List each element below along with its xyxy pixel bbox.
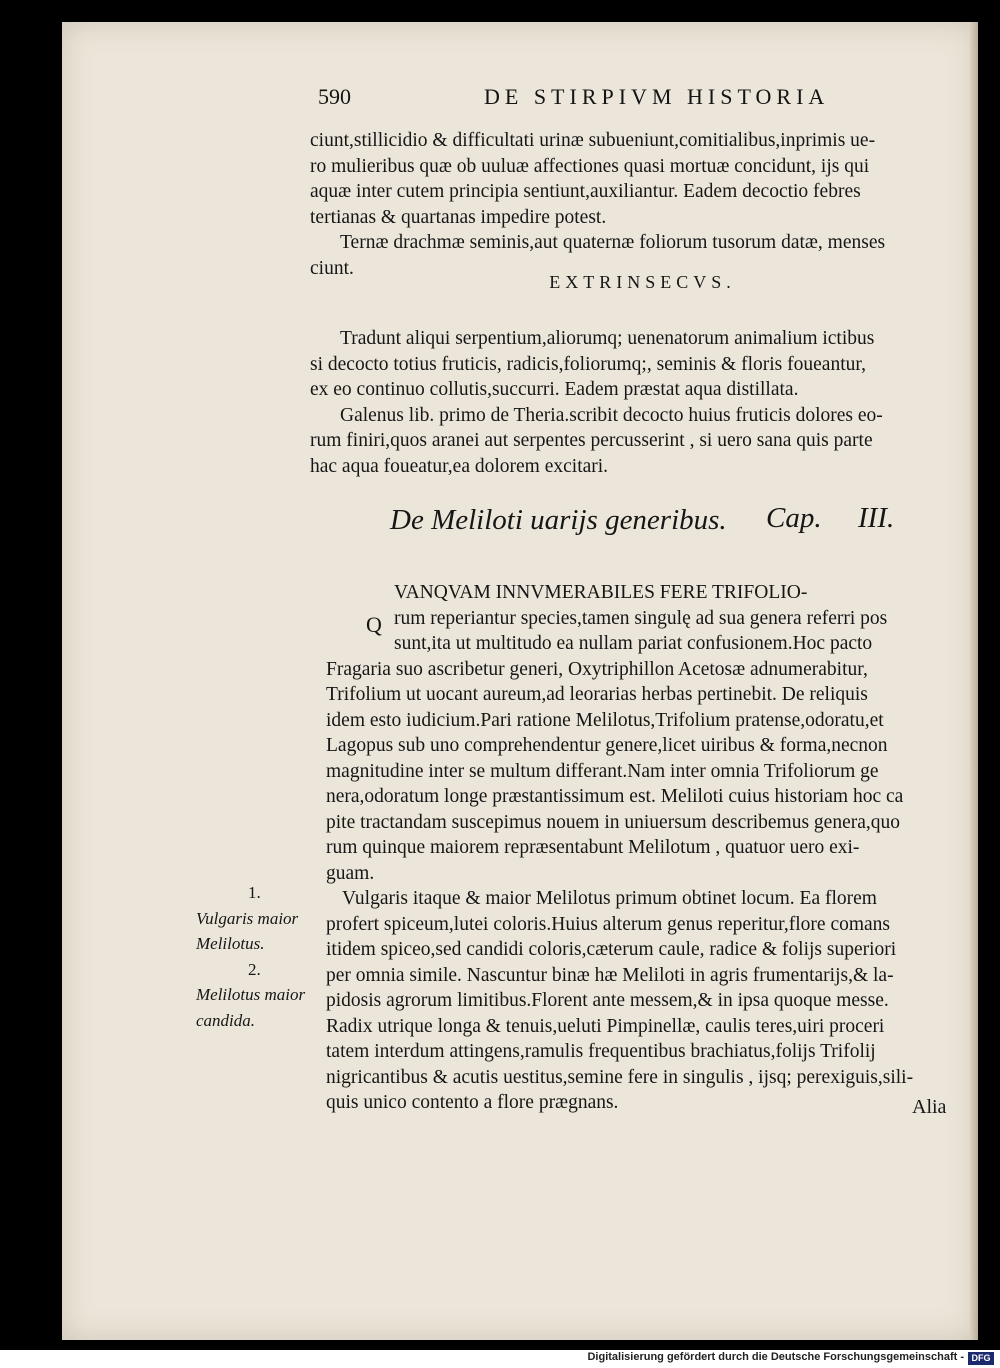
- text-line: pidosis agrorum limitibus.Florent ante messem,& in ipsa quoque messe.: [326, 990, 889, 1011]
- paragraph-3: [326, 580, 976, 1116]
- text-line: rum finiri,quos aranei aut serpentes percusserint , si uero sana quis parte: [310, 430, 873, 451]
- catchword: Alia: [912, 1096, 947, 1118]
- text-line: nera,odoratum longe præstantissimum est. Meliloti cuius historiam hoc ca: [326, 786, 904, 807]
- text-line: itidem spiceo,sed candidi coloris,cæterum caule, radice & folijs superiori: [326, 939, 897, 960]
- text-line: Tradunt aliqui serpentium,aliorumq; uenenatorum animalium ictibus: [340, 328, 875, 349]
- text-line: aquæ inter cutem principia sentiunt,auxiliantur. Eadem decoctio febres: [310, 181, 861, 202]
- text-line: per omnia simile. Nascuntur binæ hæ Meliloti in agris frumentarijs,& la-: [326, 964, 894, 986]
- text-line: Vulgaris itaque & maior Melilotus primum obtinet locum. Ea florem: [342, 888, 877, 909]
- text-line: Ternæ drachmæ seminis,aut quaternæ foliorum tusorum datæ, menses: [340, 232, 886, 253]
- text-line: Trifolium ut uocant aureum,ad leorarias herbas pertinebit. De reliquis: [326, 684, 868, 705]
- running-title: DE STIRPIVM HISTORIA: [484, 84, 830, 109]
- text-line: magnitudine inter se multum differant.Nam inter omnia Trifoliorum ge: [326, 760, 879, 782]
- text-line: ro mulieribus quæ ob uuluæ affectiones quasi mortuæ concidunt, ijs qui: [310, 155, 870, 177]
- footer-credit: Digitalisierung gefördert durch die Deutsche Forschungsgemeinschaft -: [587, 1351, 964, 1363]
- paragraph-2: [310, 326, 975, 479]
- margin-label: Vulgaris maior: [196, 908, 299, 928]
- text-line: Radix utrique longa & tenuis,ueluti Pimpinellæ, caulis teres,uiri proceri: [326, 1015, 885, 1037]
- margin-label: Melilotus maior: [196, 985, 306, 1004]
- text-line: tertianas & quartanas impedire potest.: [310, 206, 607, 228]
- section-heading: EXTRINSECVS.: [549, 272, 736, 292]
- text-line: nigricantibus & acutis uestitus,semine fere in singulis , ijsq; perexiguis,sili-: [326, 1066, 914, 1088]
- margin-notes: [196, 880, 326, 1033]
- paragraph-1: [310, 128, 975, 281]
- text-line: Galenus lib. primo de Theria.scribit decocto huius fruticis dolores eo-: [340, 404, 883, 426]
- text-line: Fragaria suo ascribetur generi, Oxytriphillon Acetosæ adnumerabitur,: [326, 658, 868, 680]
- margin-number: 1.: [248, 883, 261, 902]
- page-number: 590: [318, 84, 351, 109]
- text-line: ex eo continuo collutis,succurri. Eadem præstat aqua distillata.: [310, 379, 799, 400]
- text-line: rum quinque maiorem repræsentabunt Melilotum , quatuor uero exi-: [326, 837, 860, 858]
- text-line: profert spiceum,lutei coloris.Huius alterum genus reperitur,flore comans: [326, 913, 891, 935]
- margin-number: 2.: [248, 959, 261, 979]
- text-line: ciunt,stillicidio & difficultati urinæ subueniunt,comitialibus,inprimis ue-: [310, 130, 876, 151]
- text-line: quis unico contento a flore prægnans.: [326, 1092, 619, 1113]
- dfg-logo-icon: DFG: [968, 1352, 994, 1365]
- chapter-title: De Meliloti uarijs generibus.: [390, 504, 727, 536]
- text-line: VANQVAM INNVMERABILES FERE TRIFOLIO-: [394, 582, 808, 603]
- chapter-number: III.: [858, 502, 895, 534]
- text-line: guam.: [326, 862, 375, 884]
- text-line: Lagopus sub uno comprehendentur genere,licet uiribus & forma,necnon: [326, 735, 888, 756]
- text-line: idem esto iudicium.Pari ratione Melilotus,Trifolium pratense,odoratu,et: [326, 709, 884, 731]
- running-head: [318, 84, 878, 114]
- text-line: rum reperiantur species,tamen singulę ad sua genera referri pos: [394, 607, 888, 629]
- text-line: ciunt.: [310, 257, 354, 279]
- margin-label: candida.: [196, 1010, 256, 1030]
- drop-initial: Q: [366, 612, 382, 637]
- text-line: pite tractandam suscepimus nouem in uniuersum describemus genera,quo: [326, 811, 901, 833]
- text-line: hac aqua foueatur,ea dolorem excitari.: [310, 455, 609, 477]
- chapter-cap: Cap.: [766, 502, 822, 534]
- margin-label: Melilotus.: [196, 934, 265, 953]
- chapter-heading: [390, 500, 950, 546]
- text-line: tatem interdum attingens,ramulis frequentibus brachiatus,folijs Trifolij: [326, 1041, 876, 1062]
- text-line: si decocto totius fruticis, radicis,foliorumq;, seminis & floris foueantur,: [310, 353, 866, 375]
- text-line: sunt,ita ut multitudo ea nullam pariat confusionem.Hoc pacto: [394, 633, 873, 654]
